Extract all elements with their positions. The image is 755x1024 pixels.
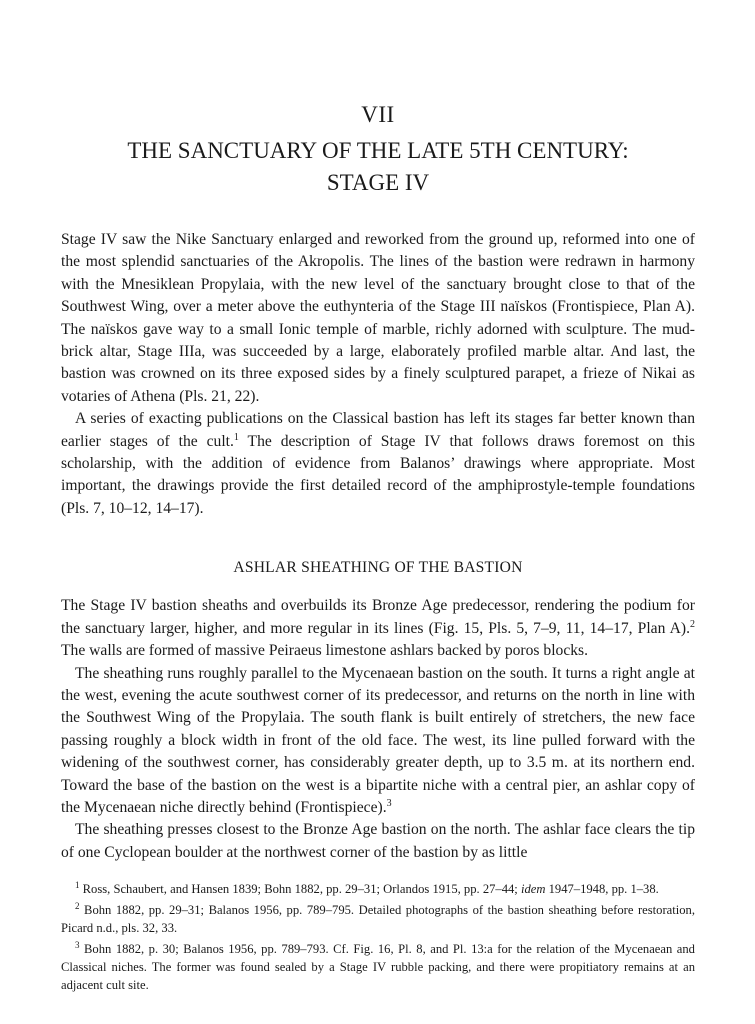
footnote-3-text: Bohn 1882, p. 30; Balanos 1956, pp. 789–793. Cf. Fig. 16, Pl. 8, and Pl. 13:a for the relation of the Mycenaean and Classical niches. The former was found sealed by a Stage IV rubble packing, and there were propitiatory remains at an adjacent cult site. (61, 942, 695, 993)
footnotes (61, 880, 695, 994)
chapter-number: VII (361, 102, 395, 127)
footnote-3-number: 3 (75, 939, 80, 950)
footnote-1-text-b: 1947–1948, pp. 1–38. (545, 882, 659, 897)
footnote-1-number: 1 (75, 879, 80, 890)
intro-paragraph-2 (61, 408, 695, 520)
intro-paragraph-2-text-a: A series of exacting publications on the Classical bastion has left its stages far better known than earlier stages of the cult. (61, 410, 695, 450)
footnote-1-text-a: Ross, Schaubert, and Hansen 1839; Bohn 1882, pp. 29–31; Orlandos 1915, pp. 27–44; (82, 882, 521, 897)
intro-paragraph-2-text-b: The description of Stage IV that follows draws foremost on this scholarship, with the addition of evidence from Balanos’ drawings where appropriate. Most important, the drawings provide the first detailed record of the amphiprostyle-temple foundations (Pls. 7, 10–12, 14–17). (61, 432, 695, 517)
footnote-ref-1[interactable]: 1 (233, 431, 239, 443)
section-paragraph-2 (61, 663, 695, 820)
footnote-2-number: 2 (75, 900, 80, 911)
footnote-2-text: Bohn 1882, pp. 29–31; Balanos 1956, pp. 789–795. Detailed photographs of the bastion sheathing before restoration, Picard n.d., pls. 32, 33. (61, 903, 695, 936)
footnote-3 (61, 940, 695, 994)
intro-paragraph-1: Stage IV saw the Nike Sanctuary enlarged and reworked from the ground up, reformed into one of the most splendid sanctuaries of the Akropolis. The lines of the bastion were redrawn in harmony with the Mnesiklean Propylaia, with the new level of the sanctuary brought close to that of the Southwest Wing, over a meter above the euthynteria of the Stage III naïskos (Frontispiece, Plan A). The naïskos gave way to a small Ionic temple of marble, richly adorned with sculpture. The mud-brick altar, Stage IIIa, was succeeded by a large, elaborately profiled marble altar. And last, the bastion was crowned on its three exposed sides by a finely sculptured parapet, a frieze of Nikai as votaries of Athena (Pls. 21, 22). (61, 231, 695, 405)
footnote-1 (61, 880, 695, 898)
page (61, 100, 695, 997)
footnote-ref-2[interactable]: 2 (690, 618, 695, 630)
section-paragraph-2-text: The sheathing runs roughly parallel to the Mycenaean bastion on the south. It turns a right angle at the west, evening the acute southwest corner of its predecessor, and returns on the north in line with the Southwest Wing of the Propylaia. The south flank is built entirely of stretchers, the new face passing roughly a block width in front of the old face. The west, its line pulled forward with the widening of the southwest corner, has considerably greater depth, up to 3.5 m. at its northern end. Toward the base of the bastion on the west is a bipartite niche with a central pier, an ashlar copy of the Mycenaean niche directly behind (Frontispiece). (61, 664, 695, 816)
intro-text (61, 229, 695, 520)
section-text (61, 595, 695, 864)
chapter-title (61, 135, 695, 199)
section-paragraph-1-text-a: The Stage IV bastion sheaths and overbuilds its Bronze Age predecessor, rendering the podium for the sanctuary larger, higher, and more regular in its lines (Fig. 15, Pls. 5, 7–9, 11, 14–17, Plan A). (61, 597, 695, 637)
section-paragraph-1 (61, 595, 695, 662)
section-paragraph-1-text-b: The walls are formed of massive Peiraeus limestone ashlars backed by poros blocks. (61, 642, 589, 660)
chapter-title-line-2: STAGE IV (326, 170, 430, 195)
footnote-ref-3[interactable]: 3 (386, 797, 392, 809)
footnote-2 (61, 901, 695, 937)
section-paragraph-3: The sheathing presses closest to the Bronze Age bastion on the north. The ashlar face clears the tip of one Cyclopean boulder at the northwest corner of the bastion by as little (61, 821, 695, 861)
chapter-title-line-1: THE SANCTUARY OF THE LATE 5TH CENTURY: (127, 138, 629, 163)
footnote-1-italic: idem (520, 882, 546, 897)
section-heading: ASHLAR SHEATHING OF THE BASTION (233, 559, 523, 577)
